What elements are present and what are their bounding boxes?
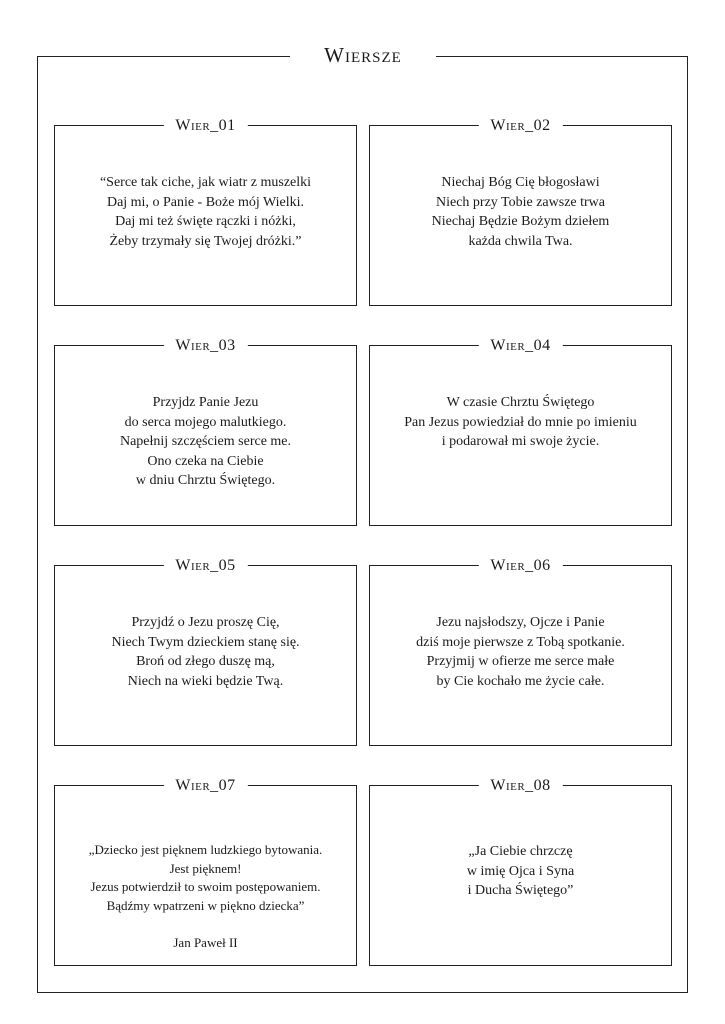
poem-label: Wier_06: [478, 555, 562, 577]
poem-label: Wier_04: [478, 335, 562, 357]
poem-text: [376, 393, 665, 452]
poem-line: do serca mojego malutkiego.: [124, 414, 287, 430]
poem-line: dziś moje pierwsze z Tobą spotkanie.: [416, 634, 625, 650]
poem-line: W czasie Chrztu Świętego: [446, 395, 595, 410]
poem-text: [61, 173, 350, 251]
poem-text: [61, 841, 350, 953]
poem-line: w imię Ojca i Syna: [466, 863, 575, 879]
poem-line: Bądźmy wpatrzeni w piękno dziecka”: [106, 897, 305, 913]
poem-line: Niech Twym dzieckiem stanę się.: [111, 634, 300, 650]
poem-text: [376, 842, 665, 901]
poem-line: Niech przy Tobie zawsze trwa: [435, 194, 606, 210]
poem-line: Ono czeka na Ciebie: [147, 453, 264, 469]
poem-line: Niech na wieki będzie Twą.: [127, 673, 284, 689]
poem-card-05: [54, 557, 357, 746]
poem-line: Niechaj Bóg Cię błogosławi: [441, 175, 600, 190]
poem-label: Wier_05: [163, 555, 247, 577]
poem-line: Daj mi też święte rączki i nóżki,: [115, 214, 296, 229]
poem-text: [376, 173, 665, 251]
page-title: Wiersze: [290, 40, 436, 70]
poem-line: Daj mi, o Panie - Boże mój Wielki.: [106, 194, 305, 210]
poem-line: Napełnij szczęściem serce me.: [119, 434, 292, 449]
poem-card-02: [369, 117, 672, 306]
poem-card-08: [369, 777, 672, 966]
poem-card-06: [369, 557, 672, 746]
poem-card-03: [54, 337, 357, 526]
poem-line: Jest pięknem!: [169, 860, 242, 876]
poem-line: Przyjmij w ofierze me serce małe: [426, 654, 615, 669]
poem-line: Jezu najsłodszy, Ojcze i Panie: [436, 615, 605, 630]
poem-line: Żeby trzymały się Twojej dróżki.”: [109, 233, 302, 249]
poem-text: [376, 613, 665, 691]
poem-line: Przyjdz Panie Jezu: [152, 395, 259, 410]
poem-line: Przyjdź o Jezu proszę Cię,: [131, 615, 280, 630]
poem-card-04: [369, 337, 672, 526]
poem-line: “Serce tak ciche, jak wiatr z muszelki: [99, 175, 312, 190]
poem-line: i Ducha Świętego”: [467, 883, 574, 898]
poem-line: „Ja Ciebie chrzczę: [468, 844, 573, 859]
poem-line: Broń od złego duszę mą,: [136, 654, 275, 669]
poem-label: Wier_07: [163, 775, 247, 797]
poem-label: Wier_08: [478, 775, 562, 797]
poem-label: Wier_02: [478, 115, 562, 137]
poem-line: Niechaj Będzie Bożym dziełem: [431, 214, 610, 229]
poem-line: każda chwila Twa.: [468, 233, 573, 249]
poem-line: „Dziecko jest pięknem ludzkiego bytowania.: [88, 842, 323, 857]
poem-line: i podarował mi swoje życie.: [441, 434, 600, 449]
poem-line: by Cie kochało me życie całe.: [436, 673, 605, 689]
poem-line: w dniu Chrztu Świętego.: [135, 473, 276, 488]
poem-author: Jan Paweł II: [173, 935, 238, 950]
poem-card-07: [54, 777, 357, 966]
poem-line: Pan Jezus powiedział do mnie po imieniu: [404, 414, 637, 430]
poem-line: Jezus potwierdził to swoim postępowaniem.: [90, 879, 321, 894]
poem-card-01: [54, 117, 357, 306]
poem-label: Wier_03: [163, 335, 247, 357]
poem-label: Wier_01: [163, 115, 247, 137]
poem-text: [61, 393, 350, 491]
spacer: [61, 915, 350, 934]
poem-text: [61, 613, 350, 691]
